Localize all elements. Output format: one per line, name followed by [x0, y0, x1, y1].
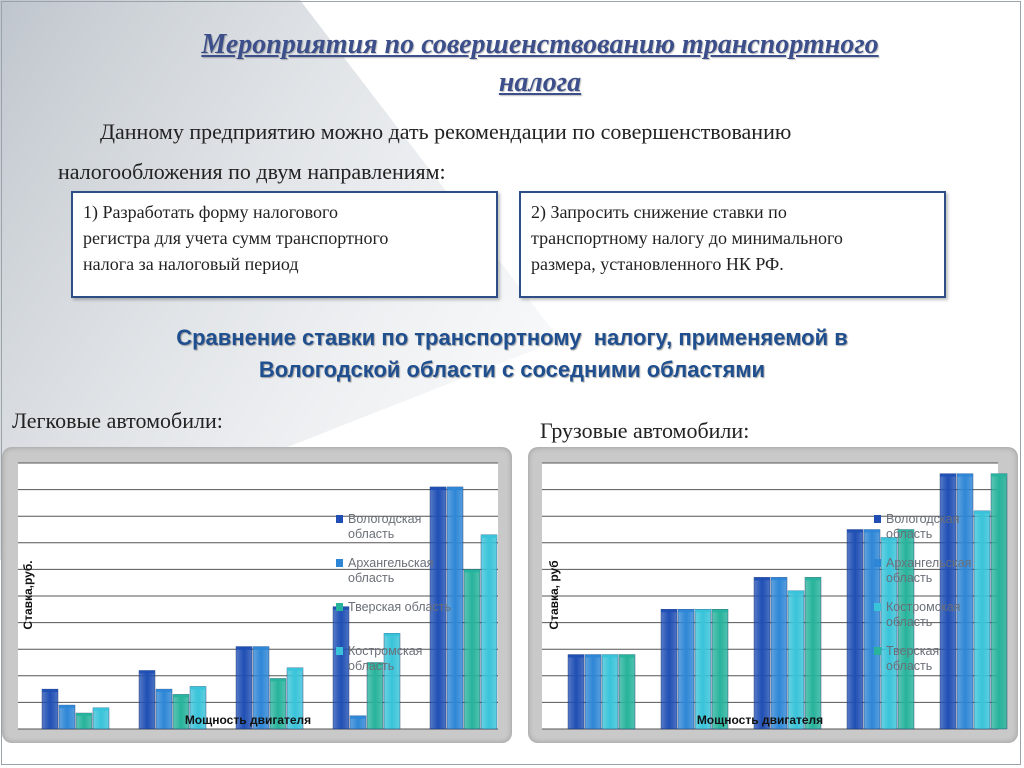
cars-chart [2, 447, 512, 743]
y-axis-label: Ставка, руб [547, 560, 561, 630]
bar [771, 577, 787, 729]
bar [805, 577, 821, 729]
bar [139, 670, 155, 729]
bar-cap [384, 633, 400, 636]
box1-line-1: 1) Разработать форму налогового [83, 202, 338, 222]
bar-cap [190, 686, 206, 689]
legend-label: Костромская [348, 644, 423, 658]
bar-cap [350, 716, 366, 719]
legend-label: область [348, 571, 395, 585]
legend-swatch [336, 603, 343, 611]
legend-swatch [874, 647, 881, 655]
legend-label: Тверская [886, 644, 940, 658]
bar-cap [139, 670, 155, 673]
title-line-2: налога [498, 67, 582, 98]
bar-cap [712, 609, 728, 612]
legend-swatch [874, 515, 881, 523]
bar-cap [957, 474, 973, 477]
bar [568, 655, 584, 729]
bar [788, 591, 804, 729]
legend-swatch [874, 603, 881, 611]
legend-label: Архангельская [886, 556, 972, 570]
bar-cap [156, 689, 172, 692]
bar-cap [847, 530, 863, 533]
legend-swatch [336, 647, 343, 655]
bar-cap [430, 487, 446, 490]
recommendation-box-1 [71, 191, 498, 298]
legend-label: Костромская [886, 600, 961, 614]
bar-cap [253, 647, 269, 650]
bar [678, 609, 694, 729]
bar-cap [270, 678, 286, 681]
comparison-heading [0, 322, 1024, 386]
bar [661, 609, 677, 729]
legend-label: область [348, 527, 395, 541]
legend-label: Архангельская [348, 556, 434, 570]
x-axis-label: Мощность двигателя [184, 713, 312, 727]
bar-cap [93, 708, 109, 711]
bar-cap [447, 487, 463, 490]
bar-cap [864, 530, 880, 533]
bar-cap [805, 577, 821, 580]
legend-label: Вологодская [886, 512, 960, 526]
legend-swatch [874, 559, 881, 567]
box2-line-2: транспортному налогу до минимального [531, 228, 843, 248]
bar [974, 511, 990, 729]
bar [991, 474, 1007, 729]
legend-label: Тверская область [348, 600, 451, 614]
bar [754, 577, 770, 729]
bar-cap [173, 694, 189, 697]
comparison-line-1: Сравнение ставки по транспортному налогу, применяемой в [176, 325, 848, 350]
bar-cap [76, 713, 92, 716]
bar-cap [940, 474, 956, 477]
bar [695, 609, 711, 729]
box2-line-3: размера, установленного НК РФ. [531, 254, 784, 274]
bar [585, 655, 601, 729]
comparison-line-2: Вологодской области с соседними областями [258, 357, 766, 382]
bar-cap [464, 569, 480, 572]
legend-label: область [348, 659, 395, 673]
bar-cap [754, 577, 770, 580]
trucks-chart [528, 447, 1018, 743]
bar-cap [974, 511, 990, 514]
bar-cap [695, 609, 711, 612]
bar [712, 609, 728, 729]
bar-cap [585, 655, 601, 658]
bar [619, 655, 635, 729]
intro-line-1: Данному предприятию можно дать рекомендации по совершенствованию [100, 119, 792, 144]
bar [464, 569, 480, 729]
bar-cap [287, 668, 303, 671]
legend-label: область [886, 527, 933, 541]
bar-cap [236, 647, 252, 650]
y-axis-label: Ставка,руб. [21, 560, 35, 630]
bar-cap [991, 474, 1007, 477]
bar [156, 689, 172, 729]
bar-cap [678, 609, 694, 612]
cars-chart-panel [2, 447, 512, 743]
legend-label: Вологодская [348, 512, 422, 526]
box1-line-2: регистра для учета сумм транспортного [83, 228, 389, 248]
bar-cap [481, 535, 497, 538]
bar-cap [602, 655, 618, 658]
intro-line-2: налогообложения по двум направлениям: [58, 159, 446, 184]
bar-cap [568, 655, 584, 658]
bar [847, 530, 863, 730]
bar-cap [619, 655, 635, 658]
bar [93, 708, 109, 729]
legend-label: область [886, 659, 933, 673]
trucks-chart-panel [528, 447, 1018, 743]
bar-cap [788, 591, 804, 594]
bar-cap [771, 577, 787, 580]
bar-cap [42, 689, 58, 692]
legend-label: область [886, 571, 933, 585]
slide-title [60, 26, 1020, 102]
bar [42, 689, 58, 729]
bar [59, 705, 75, 729]
bar [481, 535, 497, 729]
cars-label: Легковые автомобили: [12, 408, 223, 433]
legend-swatch [336, 515, 343, 523]
x-axis-label: Мощность двигателя [696, 713, 824, 727]
bar-cap [59, 705, 75, 708]
recommendation-box-2 [519, 191, 946, 298]
legend-label: область [886, 615, 933, 629]
trucks-label: Грузовые автомобили: [540, 418, 750, 443]
title-line-1: Мероприятия по совершенствованию транспортного [201, 29, 879, 60]
bar [602, 655, 618, 729]
legend-swatch [336, 559, 343, 567]
box1-line-3: налога за налоговый период [83, 254, 299, 274]
bar-cap [661, 609, 677, 612]
bar [333, 607, 349, 729]
box2-line-1: 2) Запросить снижение ставки по [531, 202, 787, 222]
